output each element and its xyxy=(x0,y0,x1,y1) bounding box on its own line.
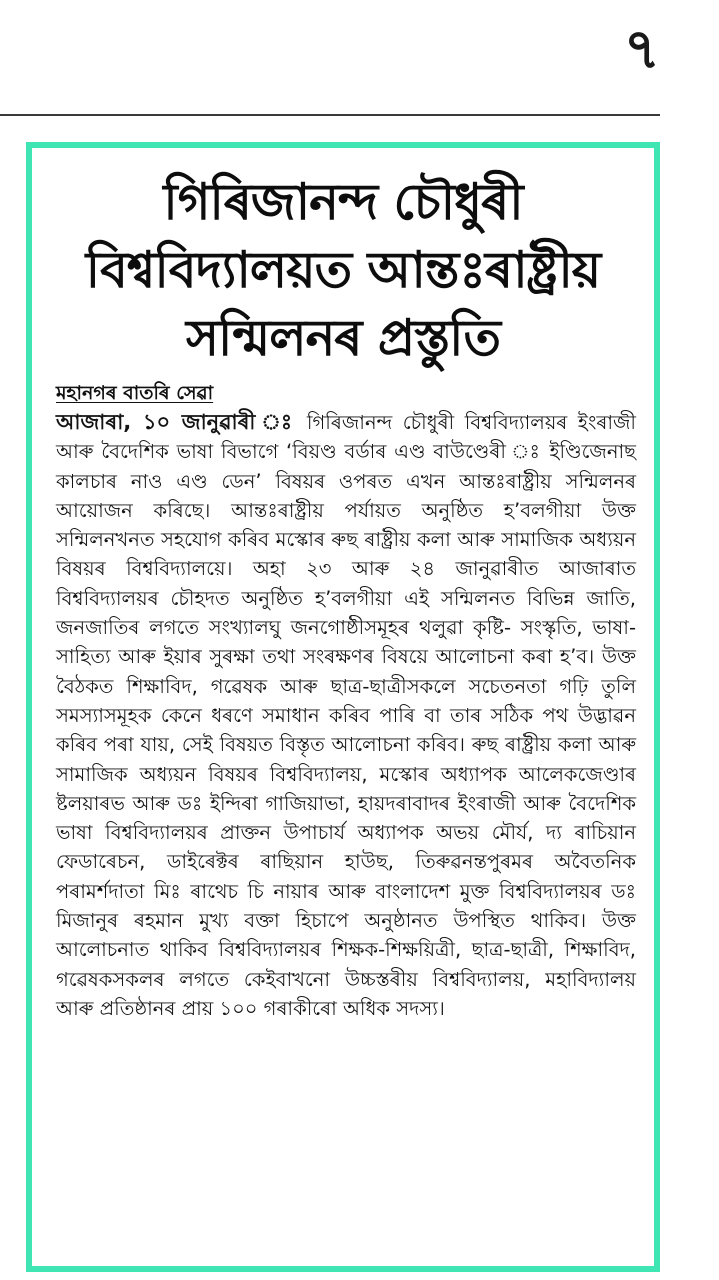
headline-line-3: সন্মিলনৰ প্ৰস্তুতি xyxy=(186,309,500,367)
headline xyxy=(40,168,646,372)
article-frame xyxy=(26,142,660,1272)
byline: মহানগৰ বাতৰি সেৱা xyxy=(56,382,214,404)
page-number: ৭ xyxy=(623,17,661,82)
article-body-text: গিৰিজানন্দ চৌধুৰী বিশ্ববিদ্যালয়ৰ ইংৰাজী আৰু বৈদেশিক ভাষা বিভাগে ‘বিয়ণ্ড বৰ্ডাৰ এণ্ড বাউণ্ডেৰী ঃ ইণ্ডিজেনাছ কালচাৰ নাও এণ্ড ডেন’ বিষয়ৰ ওপৰত এখন আন্তঃৰাষ্ট্ৰীয় সন্মিলনৰ আয়োজন কৰিছে। আন্তঃৰাষ্ট্ৰীয় পৰ্যায়ত অনুষ্ঠিত হ’বলগীয়া উক্ত সন্মিলনখনত সহযোগ কৰিব মস্কোৰ ৰুছ ৰাষ্ট্ৰীয় কলা আৰু সামাজিক অধ্যয়ন বিষয়ৰ বিশ্ববিদ্যালয়ে। অহা ২৩ আৰু ২৪ জানুৱাৰীত আজাৰাত বিশ্ববিদ্যালয়ৰ চৌহদত অনুষ্ঠিত হ’বলগীয়া এই সন্মিলনত বিভিন্ন জাতি, জনজাতিৰ লগতে সংখ্যালঘু জনগোষ্ঠীসমূহৰ থলুৱা কৃষ্টি- সংস্কৃতি, ভাষা-সাহিত্য আৰু ইয়াৰ সুৰক্ষা তথা সংৰক্ষণৰ বিষয়ে আলোচনা কৰা হ’ব। উক্ত বৈঠকত শিক্ষাবিদ, গৱেষক আৰু ছাত্ৰ-ছাত্ৰীসকলে সচেতনতা গঢ়ি তুলি সমস্যাসমূহক কেনে ধৰণে সমাধান কৰিব পাৰি বা তাৰ সঠিক পথ উদ্ভাৱন কৰিব পৰা যায়, সেই বিষয়ত বিস্তৃত আলোচনা কৰিব। ৰুছ ৰাষ্ট্ৰীয় কলা আৰু সামাজিক অধ্যয়ন বিষয়ৰ বিশ্ববিদ্যালয়, মস্কোৰ অধ্যাপক আলেকজেণ্ডাৰ ষ্টলয়াৰভ আৰু ডঃ ইন্দিৰা গাজিয়াভা, হায়দৰাবাদৰ ইংৰাজী আৰু বৈদেশিক ভাষা বিশ্ববিদ্যালয়ৰ প্ৰাক্তন উপাচাৰ্য অধ্যাপক অভয় মৌৰ্য, দ্য ৰাচিয়ান ফেডাৰেচন, ডাইৰেক্টৰ ৰাছিয়ান হাউছ, তিৰুৱনন্তপুৰমৰ অবৈতনিক পৰামৰ্শদাতা মিঃ ৰাথেচ চি নায়াৰ আৰু বাংলাদেশ মুক্ত বিশ্ববিদ্যালয়ৰ ডঃ মিজানুৰ ৰহমান মুখ্য বক্তা হিচাপে অনুষ্ঠানত উপস্থিত থাকিব। উক্ত আলোচনাত থাকিব বিশ্ববিদ্যালয়ৰ শিক্ষক-শিক্ষয়িত্ৰী, ছাত্ৰ-ছাত্ৰী, শিক্ষাবিদ, গৱেষকসকলৰ লগতে কেইবাখনো উচ্চস্তৰীয় বিশ্ববিদ্যালয়, মহাবিদ্যালয় আৰু প্ৰতিষ্ঠানৰ প্ৰায় ১০০ গৰাকীৰো অধিক সদস্য। xyxy=(56,411,636,1020)
article-body xyxy=(56,408,636,1023)
dateline: আজাৰা, ১০ জানুৱাৰী ঃ xyxy=(56,410,297,434)
header-rule xyxy=(0,114,660,116)
headline-line-2: বিশ্ববিদ্যালয়ত আন্তঃৰাষ্ট্ৰীয় xyxy=(85,241,601,299)
headline-line-1: গিৰিজানন্দ চৌধুৰী xyxy=(163,173,523,231)
